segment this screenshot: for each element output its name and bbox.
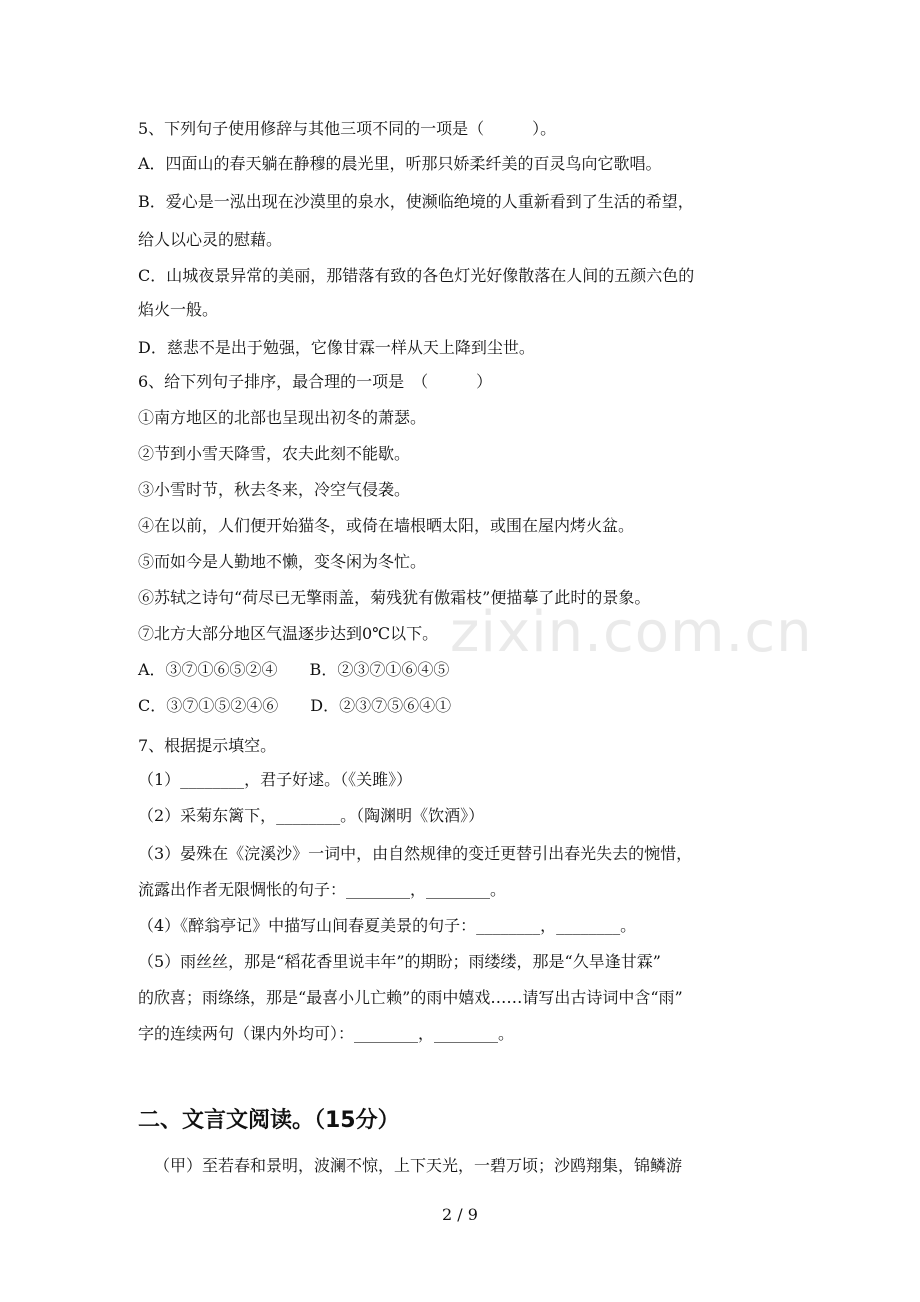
text-line: （3）晏殊在《浣溪沙》一词中，由自然规律的变迁更替引出春光失去的惋惜， [138, 844, 693, 863]
text-line: 焰火一般。 [138, 300, 219, 319]
text-line: （1）________，君子好逑。（《关雎》） [138, 770, 413, 789]
text-line: A．③⑦①⑥⑤②④ B．②③⑦①⑥④⑤ [138, 660, 450, 679]
section-heading: 二、文言文阅读。（15分） [138, 1108, 400, 1133]
text-line: ④在以前，人们便开始猫冬，或倚在墙根晒太阳，或围在屋内烤火盆。 [138, 516, 635, 535]
text-line: 给人以心灵的慰藉。 [138, 230, 283, 249]
text-line: ⑤而如今是人勤地不懒，变冬闲为冬忙。 [138, 552, 427, 571]
text-line: （5）雨丝丝，那是“稻花香里说丰年”的期盼；雨缕缕，那是“久旱逢甘霖” [138, 952, 661, 971]
text-line: ⑦北方大部分地区气温逐步达到0℃以下。 [138, 624, 439, 643]
text-line: ③小雪时节，秋去冬来，冷空气侵袭。 [138, 480, 411, 499]
text-line: 5、下列句子使用修辞与其他三项不同的一项是（ ）。 [138, 119, 557, 138]
text-line: 7、根据提示填空。 [138, 736, 277, 755]
text-line: （4）《醉翁亭记》中描写山间春夏美景的句子：________，________。 [138, 916, 637, 935]
text-line: A．四面山的春天躺在静穆的晨光里，听那只娇柔纤美的百灵鸟向它歌唱。 [138, 154, 662, 173]
text-line: B．爱心是一泓出现在沙漠里的泉水，使濒临绝境的人重新看到了生活的希望， [138, 192, 694, 211]
text-line: ⑥苏轼之诗句“荷尽已无擎雨盖，菊残犹有傲霜枝”便描摹了此时的景象。 [138, 588, 651, 607]
passage-first-line: （甲）至若春和景明，波澜不惊，上下天光，一碧万顷；沙鸥翔集，锦鳞游 [154, 1156, 683, 1175]
text-line: ①南方地区的北部也呈现出初冬的萧瑟。 [138, 408, 427, 427]
text-line: 流露出作者无限惆怅的句子：________，________。 [138, 880, 507, 899]
text-line: 字的连续两句（课内外均可）：________，________。 [138, 1024, 515, 1043]
text-line: D．慈悲不是出于勉强，它像甘霖一样从天上降到尘世。 [138, 338, 535, 357]
text-line: C．③⑦①⑤②④⑥ D．②③⑦⑤⑥④① [138, 696, 452, 715]
watermark: zixin.com.cn [450, 600, 813, 665]
text-line: （2）采菊东篱下，________。（陶渊明《饮酒》） [138, 806, 485, 825]
text-line: 6、给下列句子排序，最合理的一项是 （ ） [138, 372, 493, 391]
text-line: C．山城夜景异常的美丽，那错落有致的各色灯光好像散落在人间的五颜六色的 [138, 266, 695, 285]
page-number: 2 / 9 [442, 1205, 478, 1224]
text-line: 的欣喜；雨绦绦，那是“最喜小儿亡赖”的雨中嬉戏……请写出古诗词中含“雨” [138, 988, 683, 1007]
text-line: ②节到小雪天降雪，农夫此刻不能歇。 [138, 444, 411, 463]
